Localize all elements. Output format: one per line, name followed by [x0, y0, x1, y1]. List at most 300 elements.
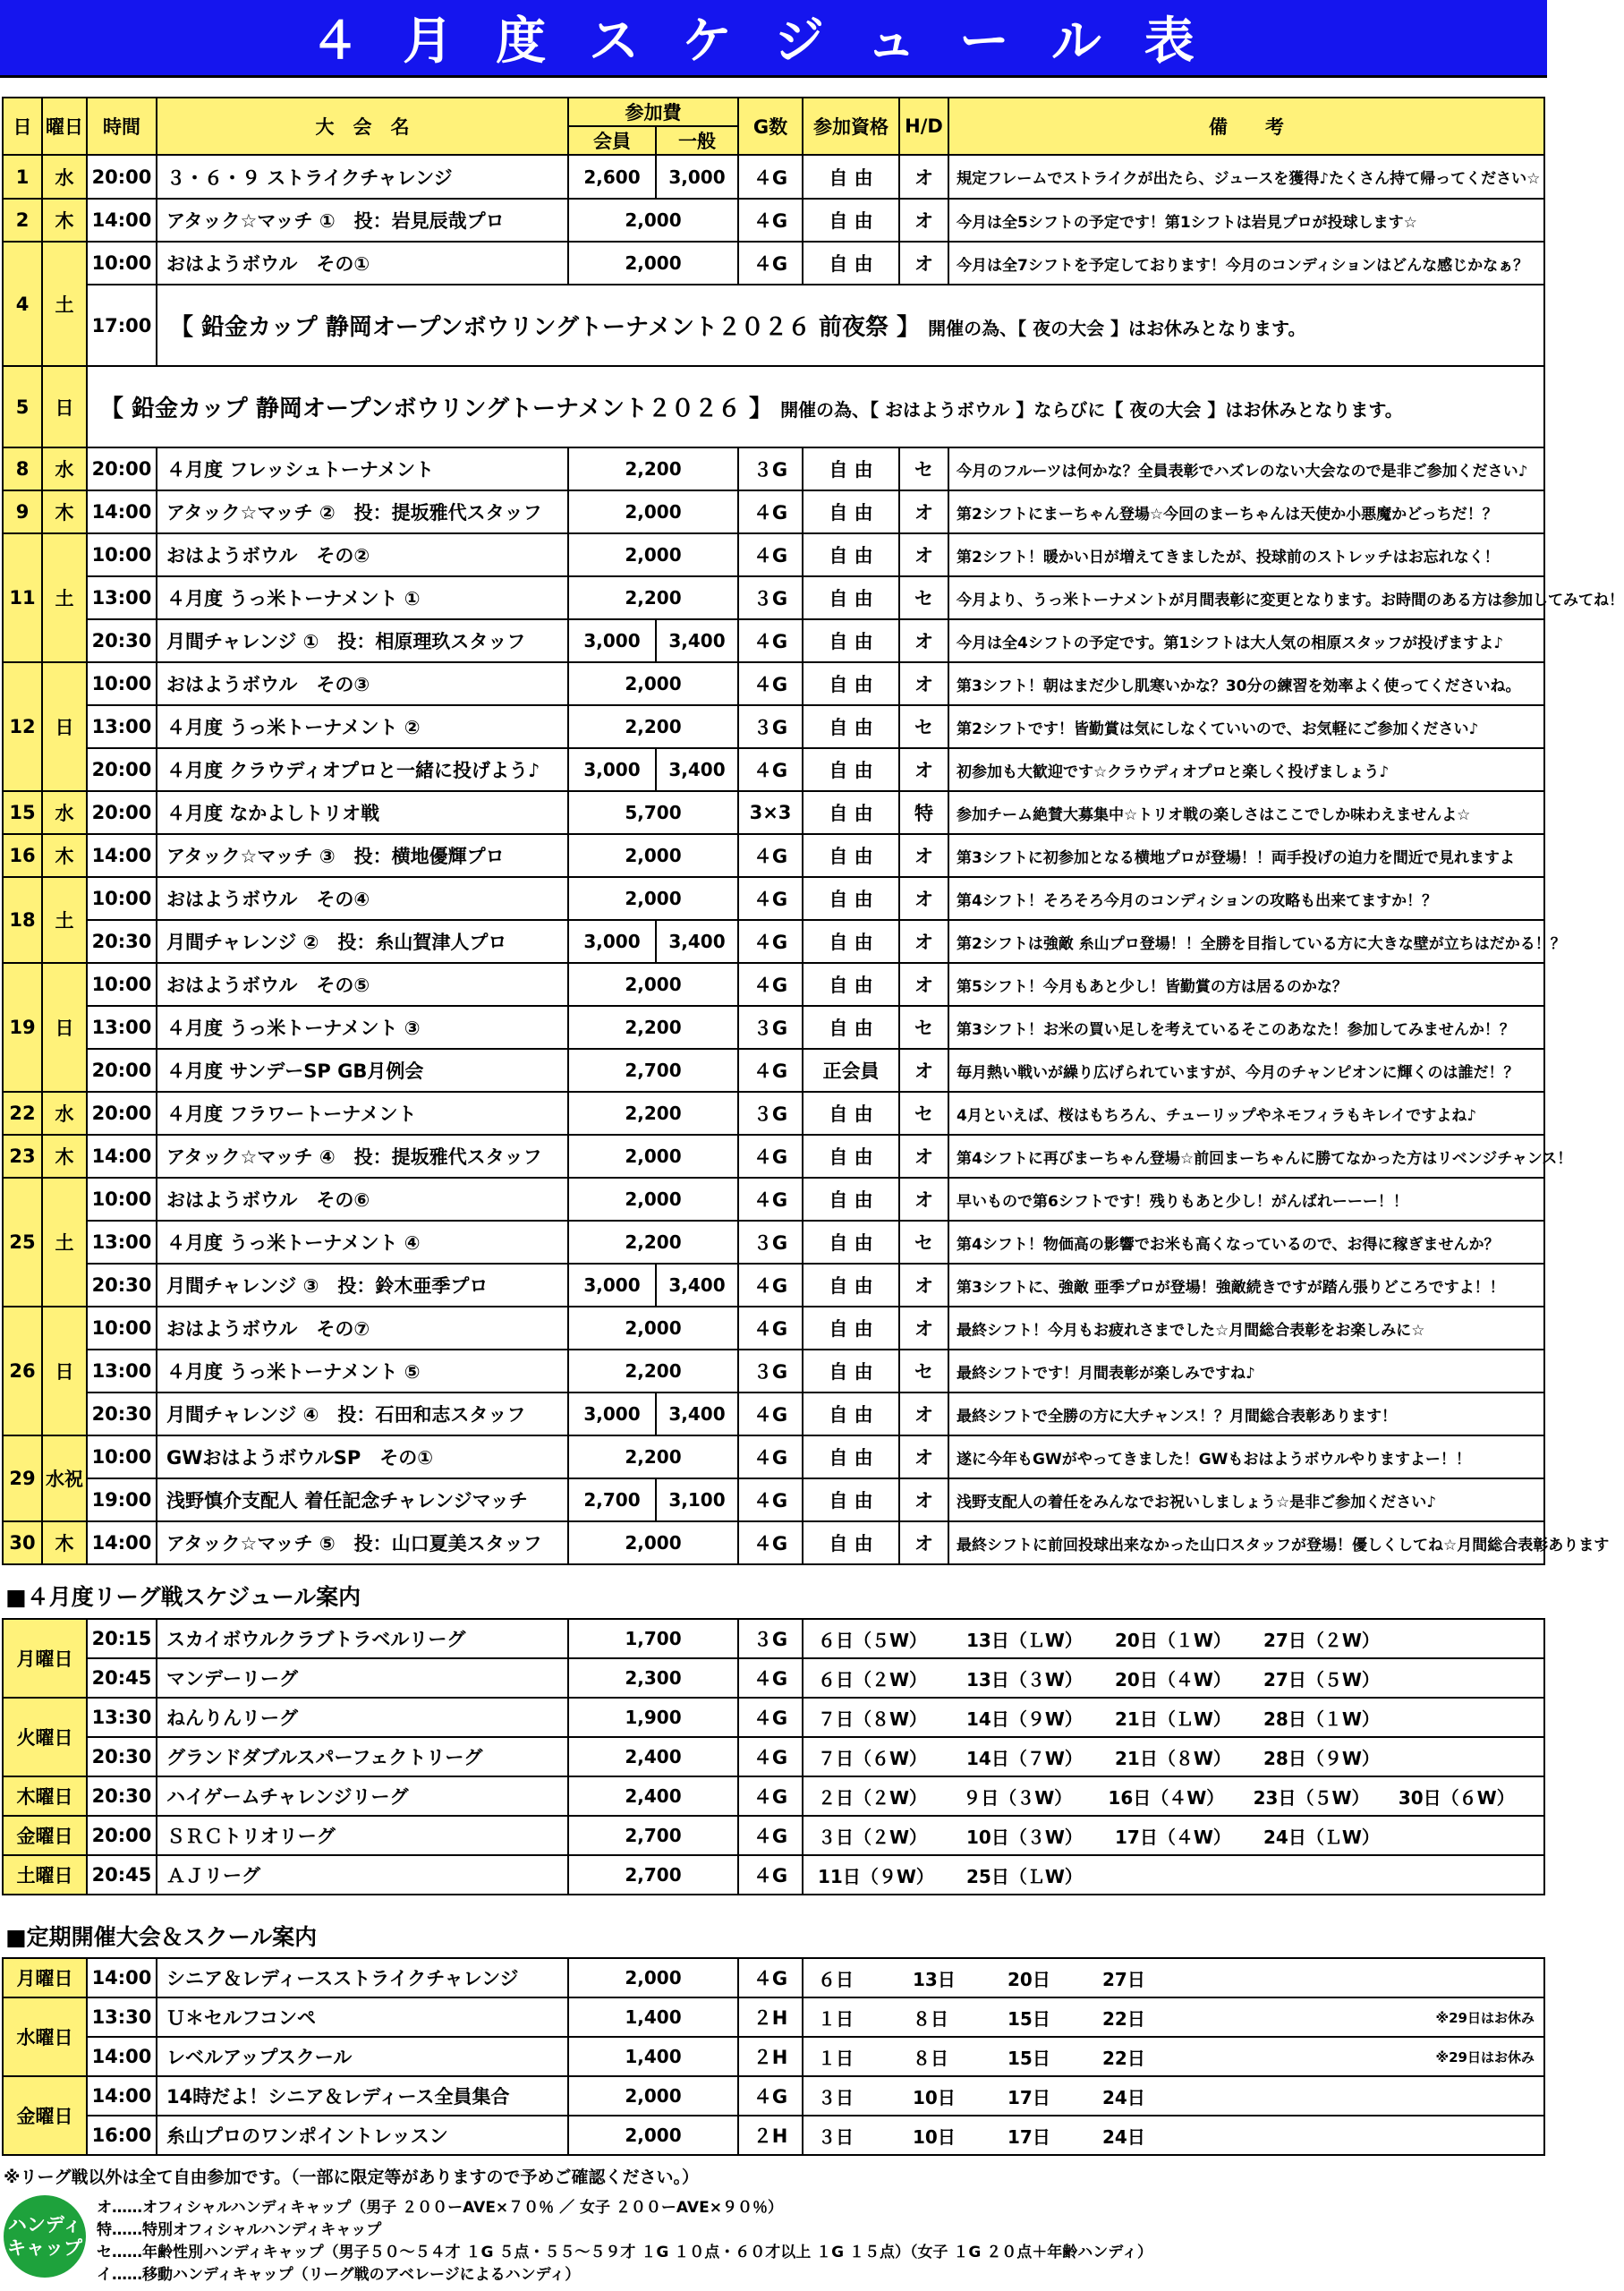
games-cell: ２H: [738, 1997, 803, 2037]
date-item: 13日: [913, 1968, 956, 1990]
time-cell: 13:30: [87, 1698, 157, 1737]
games-cell: ４G: [738, 199, 803, 242]
league-name-cell: マンデーリーグ: [157, 1658, 568, 1698]
date-item: 20日（４W）: [1115, 1668, 1231, 1691]
weekday-cell: 水: [42, 1092, 87, 1135]
time-cell: 14:00: [87, 1958, 157, 1997]
event-name-cell: アタック☆マッチ ⑤ 投：山口夏美スタッフ: [157, 1521, 568, 1564]
date-item: ２日（２W）: [818, 1786, 928, 1809]
games-cell: ４G: [738, 1135, 803, 1178]
date-list: [803, 1965, 1543, 1991]
hd-cell: オ: [899, 490, 948, 533]
time-cell: 20:15: [87, 1619, 157, 1658]
event-name-cell: ４月度 フラワートーナメント: [157, 1092, 568, 1135]
fee-cell: 2,200: [568, 576, 738, 619]
time-cell: 13:00: [87, 576, 157, 619]
date-item: 17日: [1008, 2086, 1050, 2108]
weekday-cell: 土曜日: [3, 1855, 87, 1895]
regular-name-cell: 14時だよ！シニア＆レディース全員集合: [157, 2076, 568, 2116]
hd-cell: オ: [899, 1478, 948, 1521]
regular-row: [3, 1997, 1544, 2037]
fee-general-cell: 3,400: [656, 619, 738, 662]
date-item: 28日（１W）: [1263, 1708, 1380, 1730]
schedule-row: [3, 920, 1544, 963]
col-hd: H/D: [899, 98, 948, 155]
eligibility-cell: 自 由: [803, 1435, 899, 1478]
weekday-cell: 日: [42, 963, 87, 1092]
league-row: [3, 1698, 1544, 1737]
games-cell: ４G: [738, 662, 803, 705]
event-name-cell: ４月度 うっ米トーナメント ⑤: [157, 1350, 568, 1392]
schedule-row: [3, 834, 1544, 877]
day-cell: 25: [3, 1178, 42, 1307]
handicap-legend-i: イ……移動ハンディキャップ（リーグ戦のアベレージによるハンディ）: [97, 2266, 581, 2284]
notes-cell: 第4シフトに再びまーちゃん登場☆前回まーちゃんに勝てなかった方はリベンジチャンス！: [948, 1135, 1544, 1178]
eligibility-cell: 自 由: [803, 1521, 899, 1564]
fee-cell: 2,000: [568, 490, 738, 533]
fee-cell: 2,000: [568, 2116, 738, 2155]
regular-name-cell: Ｕ＊セルフコンペ: [157, 1997, 568, 2037]
notes-cell: 毎月熱い戦いが繰り広げられていますが、今月のチャンピオンに輝くのは誰だ！？: [948, 1049, 1544, 1092]
eligibility-cell: 自 由: [803, 748, 899, 791]
games-cell: 3×3: [738, 791, 803, 834]
fee-cell: 2,000: [568, 199, 738, 242]
notes-cell: 第3シフトに初参加となる横地プロが登場！！両手投げの迫力を間近で見れますよ: [948, 834, 1544, 877]
event-name-cell: おはようボウル その③: [157, 662, 568, 705]
time-cell: 10:00: [87, 1307, 157, 1350]
notes-cell: 第4シフト！そろそろ今月のコンディションの攻略も出来てますか！？: [948, 877, 1544, 920]
games-cell: ３G: [738, 1619, 803, 1658]
fee-member-cell: 2,700: [568, 1478, 656, 1521]
league-table: [2, 1618, 1545, 1895]
hd-cell: オ: [899, 1049, 948, 1092]
notes-cell: 浅野支配人の着任をみんなでお祝いしましょう☆是非ご参加ください♪: [948, 1478, 1544, 1521]
hd-cell: オ: [899, 920, 948, 963]
hd-cell: オ: [899, 748, 948, 791]
hd-cell: オ: [899, 533, 948, 576]
fee-member-cell: 3,000: [568, 1264, 656, 1307]
time-cell: 16:00: [87, 2116, 157, 2155]
league-dates-cell: [803, 1816, 1544, 1855]
schedule-row: [3, 1435, 1544, 1478]
time-cell: 19:00: [87, 1478, 157, 1521]
weekday-cell: 木: [42, 199, 87, 242]
handicap-legend-o: オ……オフィシャルハンディキャップ（男子 ２００ーAVE×７０％ ／ 女子 ２００ーAVE×９０％）: [97, 2199, 783, 2217]
date-item: ３日: [818, 2125, 854, 2148]
weekday-cell: 土: [42, 1178, 87, 1307]
notes-cell: 第3シフト！朝はまだ少し肌寒いかな？30分の練習を効率よく使ってくださいね。: [948, 662, 1544, 705]
regular-row: [3, 2116, 1544, 2155]
time-cell: 20:00: [87, 1092, 157, 1135]
date-item: 24日（ＬW）: [1263, 1826, 1380, 1848]
hd-cell: セ: [899, 447, 948, 490]
schedule-row: [3, 242, 1544, 285]
weekday-cell: 水: [42, 155, 87, 199]
eligibility-cell: 自 由: [803, 576, 899, 619]
eligibility-cell: 自 由: [803, 877, 899, 920]
time-cell: 20:45: [87, 1658, 157, 1698]
day-cell: 5: [3, 366, 42, 447]
weekday-cell: 金曜日: [3, 2076, 87, 2155]
date-item: ３日: [818, 2086, 854, 2108]
date-item: 27日: [1102, 1968, 1145, 1990]
hd-cell: オ: [899, 242, 948, 285]
time-cell: 10:00: [87, 242, 157, 285]
event-name-cell: ４月度 サンデーSP GB月例会: [157, 1049, 568, 1092]
time-cell: 20:00: [87, 447, 157, 490]
games-cell: ４G: [738, 834, 803, 877]
time-cell: 20:30: [87, 619, 157, 662]
day-cell: 18: [3, 877, 42, 963]
eligibility-cell: 自 由: [803, 533, 899, 576]
fee-cell: 2,000: [568, 1178, 738, 1221]
fee-member-cell: 3,000: [568, 619, 656, 662]
eligibility-cell: 自 由: [803, 1178, 899, 1221]
eligibility-cell: 自 由: [803, 1092, 899, 1135]
weekday-cell: 月曜日: [3, 1619, 87, 1698]
league-row: [3, 1737, 1544, 1776]
time-cell: 14:00: [87, 199, 157, 242]
fee-general-cell: 3,400: [656, 920, 738, 963]
col-notes: 備 考: [948, 98, 1544, 155]
eligibility-cell: 自 由: [803, 1478, 899, 1521]
eligibility-cell: 自 由: [803, 619, 899, 662]
hd-cell: セ: [899, 576, 948, 619]
time-cell: 20:00: [87, 748, 157, 791]
weekday-cell: 日: [42, 366, 87, 447]
fee-cell: 2,000: [568, 1307, 738, 1350]
fee-cell: 2,000: [568, 2076, 738, 2116]
event-name-cell: アタック☆マッチ ② 投：提坂雅代スタッフ: [157, 490, 568, 533]
eligibility-cell: 自 由: [803, 1392, 899, 1435]
day-cell: 1: [3, 155, 42, 199]
time-cell: 13:30: [87, 1997, 157, 2037]
notes-cell: 第5シフト！今月もあと少し！皆勤賞の方は居るのかな？: [948, 963, 1544, 1006]
schedule-rows: [3, 155, 1624, 1564]
eligibility-cell: 自 由: [803, 920, 899, 963]
date-item: 21日（８W）: [1115, 1747, 1231, 1769]
regular-name-cell: 糸山プロのワンポイントレッスン: [157, 2116, 568, 2155]
schedule-row: [3, 791, 1544, 834]
games-cell: ２H: [738, 2116, 803, 2155]
date-item: 21日（ＬW）: [1115, 1708, 1231, 1730]
notes-cell: 第2シフト！暖かい日が増えてきましたが、投球前のストレッチはお忘れなく！: [948, 533, 1544, 576]
footnote: ※リーグ戦以外は全て自由参加です。（一部に限定等がありますので予めご確認ください。）: [4, 2168, 699, 2187]
games-cell: ４G: [738, 920, 803, 963]
fee-cell: 2,700: [568, 1855, 738, 1895]
date-list: [803, 1705, 1543, 1731]
schedule-row: [3, 619, 1544, 662]
col-eligibility: 参加資格: [803, 98, 899, 155]
event-notice-cell: [157, 285, 1544, 366]
event-name-cell: 月間チャレンジ ② 投：糸山賀津人プロ: [157, 920, 568, 963]
time-cell: 20:00: [87, 155, 157, 199]
schedule-row: [3, 199, 1544, 242]
games-cell: ４G: [738, 748, 803, 791]
event-name-cell: おはようボウル その②: [157, 533, 568, 576]
hd-cell: オ: [899, 1307, 948, 1350]
league-row: [3, 1658, 1544, 1698]
notes-cell: 最終シフト！今月もお疲れさまでした☆月間総合表彰をお楽しみに☆: [948, 1307, 1544, 1350]
fee-general-cell: 3,100: [656, 1478, 738, 1521]
time-cell: 17:00: [87, 285, 157, 366]
event-name-cell: ４月度 フレッシュトーナメント: [157, 447, 568, 490]
day-cell: 19: [3, 963, 42, 1092]
fee-cell: 1,400: [568, 1997, 738, 2037]
date-list: [803, 1823, 1543, 1849]
fee-cell: 2,700: [568, 1049, 738, 1092]
games-cell: ４G: [738, 1776, 803, 1816]
weekday-cell: 日: [42, 662, 87, 791]
date-item: 10日: [913, 2086, 956, 2108]
schedule-row: [3, 963, 1544, 1006]
date-list: [803, 2044, 1543, 2070]
league-row: [3, 1619, 1544, 1658]
date-list: [803, 1626, 1543, 1652]
date-item: ８日: [913, 2007, 948, 2030]
event-notice-title: 【 鉛金カップ 静岡オープンボウリングトーナメント２０２６ 】: [100, 396, 772, 422]
fee-member-cell: 3,000: [568, 748, 656, 791]
eligibility-cell: 自 由: [803, 155, 899, 199]
eligibility-cell: 自 由: [803, 242, 899, 285]
date-item: ９日（３W）: [963, 1786, 1073, 1809]
date-item: ６日（２W）: [818, 1668, 928, 1691]
hd-cell: オ: [899, 1135, 948, 1178]
col-fee-member: 会員: [568, 126, 656, 155]
date-item: 24日: [1102, 2086, 1145, 2108]
games-cell: ４G: [738, 619, 803, 662]
day-cell: 16: [3, 834, 42, 877]
date-list: [803, 2083, 1543, 2109]
games-cell: ４G: [738, 1816, 803, 1855]
time-cell: 14:00: [87, 1135, 157, 1178]
date-list: [803, 1665, 1543, 1691]
time-cell: 14:00: [87, 2076, 157, 2116]
weekday-cell: 水祝: [42, 1435, 87, 1521]
schedule-row: [3, 1350, 1544, 1392]
event-name-cell: ４月度 うっ米トーナメント ①: [157, 576, 568, 619]
handicap-badge: [4, 2195, 86, 2278]
time-cell: 20:30: [87, 1392, 157, 1435]
schedule-row: [3, 1521, 1544, 1564]
eligibility-cell: 自 由: [803, 1135, 899, 1178]
schedule-row: [3, 366, 1544, 447]
hd-cell: オ: [899, 155, 948, 199]
date-list: [803, 2123, 1543, 2149]
date-list: [803, 1784, 1543, 1810]
weekday-cell: 日: [42, 1307, 87, 1435]
notes-cell: 遂に今年もGWがやってきました！GWもおはようボウルやりますよー！！: [948, 1435, 1544, 1478]
schedule-row: [3, 1049, 1544, 1092]
hd-cell: オ: [899, 662, 948, 705]
eligibility-cell: 正会員: [803, 1049, 899, 1092]
league-name-cell: スカイボウルクラブトラベルリーグ: [157, 1619, 568, 1658]
league-dates-cell: [803, 1855, 1544, 1895]
games-cell: ４G: [738, 533, 803, 576]
notes-cell: 第2シフトにまーちゃん登場☆今回のまーちゃんは天使か小悪魔かどっちだ！？: [948, 490, 1544, 533]
page-title-banner: [0, 0, 1547, 78]
games-cell: ４G: [738, 1435, 803, 1478]
fee-cell: 2,000: [568, 662, 738, 705]
fee-general-cell: 3,400: [656, 748, 738, 791]
hd-cell: オ: [899, 1264, 948, 1307]
date-item: 30日（６W）: [1398, 1786, 1515, 1809]
col-fee: 参加費: [568, 98, 738, 126]
league-dates-cell: [803, 1698, 1544, 1737]
regular-row: [3, 2076, 1544, 2116]
rest-note: ※29日はお休み: [1435, 2009, 1535, 2026]
weekday-cell: 水曜日: [3, 1997, 87, 2076]
league-name-cell: ＡＪリーグ: [157, 1855, 568, 1895]
fee-cell: 2,000: [568, 834, 738, 877]
notes-cell: 最終シフトで全勝の方に大チャンス！？月間総合表彰あります！: [948, 1392, 1544, 1435]
schedule-row: [3, 1221, 1544, 1264]
time-cell: 20:45: [87, 1855, 157, 1895]
notes-cell: 第2シフトです！皆勤賞は気にしなくていいので、お気軽にご参加ください♪: [948, 705, 1544, 748]
time-cell: 20:00: [87, 1049, 157, 1092]
schedule-row: [3, 1006, 1544, 1049]
fee-cell: 2,000: [568, 533, 738, 576]
event-name-cell: アタック☆マッチ ④ 投：提坂雅代スタッフ: [157, 1135, 568, 1178]
fee-cell: 2,000: [568, 1135, 738, 1178]
col-games: G数: [738, 98, 803, 155]
hd-cell: セ: [899, 1006, 948, 1049]
day-cell: 26: [3, 1307, 42, 1435]
schedule-row: [3, 1478, 1544, 1521]
notes-cell: 第3シフトに、強敵 亜季プロが登場！強敵続きですが踏ん張りどころですよ！！: [948, 1264, 1544, 1307]
day-cell: 4: [3, 242, 42, 366]
time-cell: 10:00: [87, 662, 157, 705]
date-item: 10日（３W）: [966, 1826, 1083, 1848]
time-cell: 20:00: [87, 1816, 157, 1855]
regular-dates-cell: [803, 2116, 1544, 2155]
fee-cell: 2,200: [568, 1092, 738, 1135]
games-cell: ４G: [738, 242, 803, 285]
event-name-cell: 月間チャレンジ ④ 投：石田和志スタッフ: [157, 1392, 568, 1435]
date-item: 11日（９W）: [818, 1865, 934, 1887]
event-name-cell: おはようボウル その⑦: [157, 1307, 568, 1350]
games-cell: ４G: [738, 155, 803, 199]
weekday-cell: 木: [42, 834, 87, 877]
schedule-row: [3, 1307, 1544, 1350]
schedule-row: [3, 490, 1544, 533]
schedule-row: [3, 877, 1544, 920]
date-item: 22日: [1102, 2047, 1145, 2069]
date-item: 10日: [913, 2125, 956, 2148]
time-cell: 20:30: [87, 1737, 157, 1776]
hd-cell: オ: [899, 834, 948, 877]
day-cell: 12: [3, 662, 42, 791]
schedule-row: [3, 1392, 1544, 1435]
games-cell: ３G: [738, 576, 803, 619]
day-cell: 30: [3, 1521, 42, 1564]
event-name-cell: ３・６・９ ストライクチャレンジ: [157, 155, 568, 199]
fee-cell: 2,200: [568, 1435, 738, 1478]
regular-name-cell: シニア＆レディースストライクチャレンジ: [157, 1958, 568, 1997]
date-item: ７日（８W）: [818, 1708, 928, 1730]
day-cell: 29: [3, 1435, 42, 1521]
time-cell: 10:00: [87, 877, 157, 920]
notes-cell: 第2シフトは強敵 糸山プロ登場！！全勝を目指している方に大きな壁が立ちはだかる！？: [948, 920, 1544, 963]
hd-cell: セ: [899, 1221, 948, 1264]
games-cell: ４G: [738, 1855, 803, 1895]
time-cell: 14:00: [87, 834, 157, 877]
league-row: [3, 1816, 1544, 1855]
eligibility-cell: 自 由: [803, 1221, 899, 1264]
schedule-row: [3, 285, 1544, 366]
event-notice-title: 【 鉛金カップ 静岡オープンボウリングトーナメント２０２６ 前夜祭 】: [170, 314, 921, 341]
regular-table: [2, 1957, 1545, 2156]
games-cell: ４G: [738, 1478, 803, 1521]
weekday-cell: 土: [42, 242, 87, 366]
event-name-cell: おはようボウル その④: [157, 877, 568, 920]
fee-cell: 2,000: [568, 877, 738, 920]
fee-cell: 2,200: [568, 1350, 738, 1392]
time-cell: 14:00: [87, 2037, 157, 2076]
event-name-cell: おはようボウル その⑥: [157, 1178, 568, 1221]
date-item: 27日（２W）: [1263, 1629, 1380, 1651]
hd-cell: オ: [899, 1178, 948, 1221]
notes-cell: 4月といえば、桜はもちろん、チューリップやネモフィラもキレイですよね♪: [948, 1092, 1544, 1135]
date-item: 14日（７W）: [966, 1747, 1083, 1769]
hd-cell: 特: [899, 791, 948, 834]
weekday-cell: 水: [42, 447, 87, 490]
weekday-cell: 月曜日: [3, 1958, 87, 1997]
regular-section-title: ■定期開催大会＆スクール案内: [5, 1924, 318, 1950]
games-cell: ３G: [738, 447, 803, 490]
time-cell: 10:00: [87, 533, 157, 576]
day-cell: 15: [3, 791, 42, 834]
league-section-title: ■４月度リーグ戦スケジュール案内: [5, 1584, 361, 1610]
date-item: 20日: [1008, 1968, 1050, 1990]
eligibility-cell: 自 由: [803, 447, 899, 490]
league-rows: [3, 1619, 1544, 1895]
col-fee-general: 一般: [656, 126, 738, 155]
event-name-cell: 月間チャレンジ ① 投：相原理玖スタッフ: [157, 619, 568, 662]
date-item: 20日（１W）: [1115, 1629, 1231, 1651]
fee-member-cell: 2,600: [568, 155, 656, 199]
fee-general-cell: 3,400: [656, 1264, 738, 1307]
notes-cell: 今月は全7シフトを予定しております！今月のコンディションはどんな感じかなぁ？: [948, 242, 1544, 285]
schedule-row: [3, 1135, 1544, 1178]
event-notice-cell: [87, 366, 1544, 447]
games-cell: ４G: [738, 1178, 803, 1221]
notes-cell: 第4シフト！物価高の影響でお米も高くなっているので、お得に稼ぎませんか？: [948, 1221, 1544, 1264]
col-day: 日: [3, 98, 42, 155]
league-dates-cell: [803, 1737, 1544, 1776]
fee-cell: 1,400: [568, 2037, 738, 2076]
date-item: 15日: [1008, 2007, 1050, 2030]
eligibility-cell: 自 由: [803, 963, 899, 1006]
hd-cell: オ: [899, 877, 948, 920]
notes-cell: 第3シフト！お米の買い足しを考えているそこのあなた！参加してみませんか！？: [948, 1006, 1544, 1049]
date-item: ７日（６W）: [818, 1747, 928, 1769]
games-cell: ４G: [738, 490, 803, 533]
event-name-cell: ４月度 クラウディオプロと一緒に投げよう♪: [157, 748, 568, 791]
games-cell: ４G: [738, 1698, 803, 1737]
regular-dates-cell: [803, 2076, 1544, 2116]
schedule-row: [3, 576, 1544, 619]
date-item: 28日（９W）: [1263, 1747, 1380, 1769]
games-cell: ４G: [738, 1958, 803, 1997]
hd-cell: オ: [899, 1521, 948, 1564]
time-cell: 13:00: [87, 1006, 157, 1049]
notes-cell: 早いもので第6シフトです！残りもあと少し！がんばれーーー！！: [948, 1178, 1544, 1221]
event-name-cell: アタック☆マッチ ③ 投：横地優輝プロ: [157, 834, 568, 877]
page-title: ４月度スケジュール表: [310, 13, 1237, 71]
time-cell: 14:00: [87, 1521, 157, 1564]
weekday-cell: 木: [42, 1521, 87, 1564]
